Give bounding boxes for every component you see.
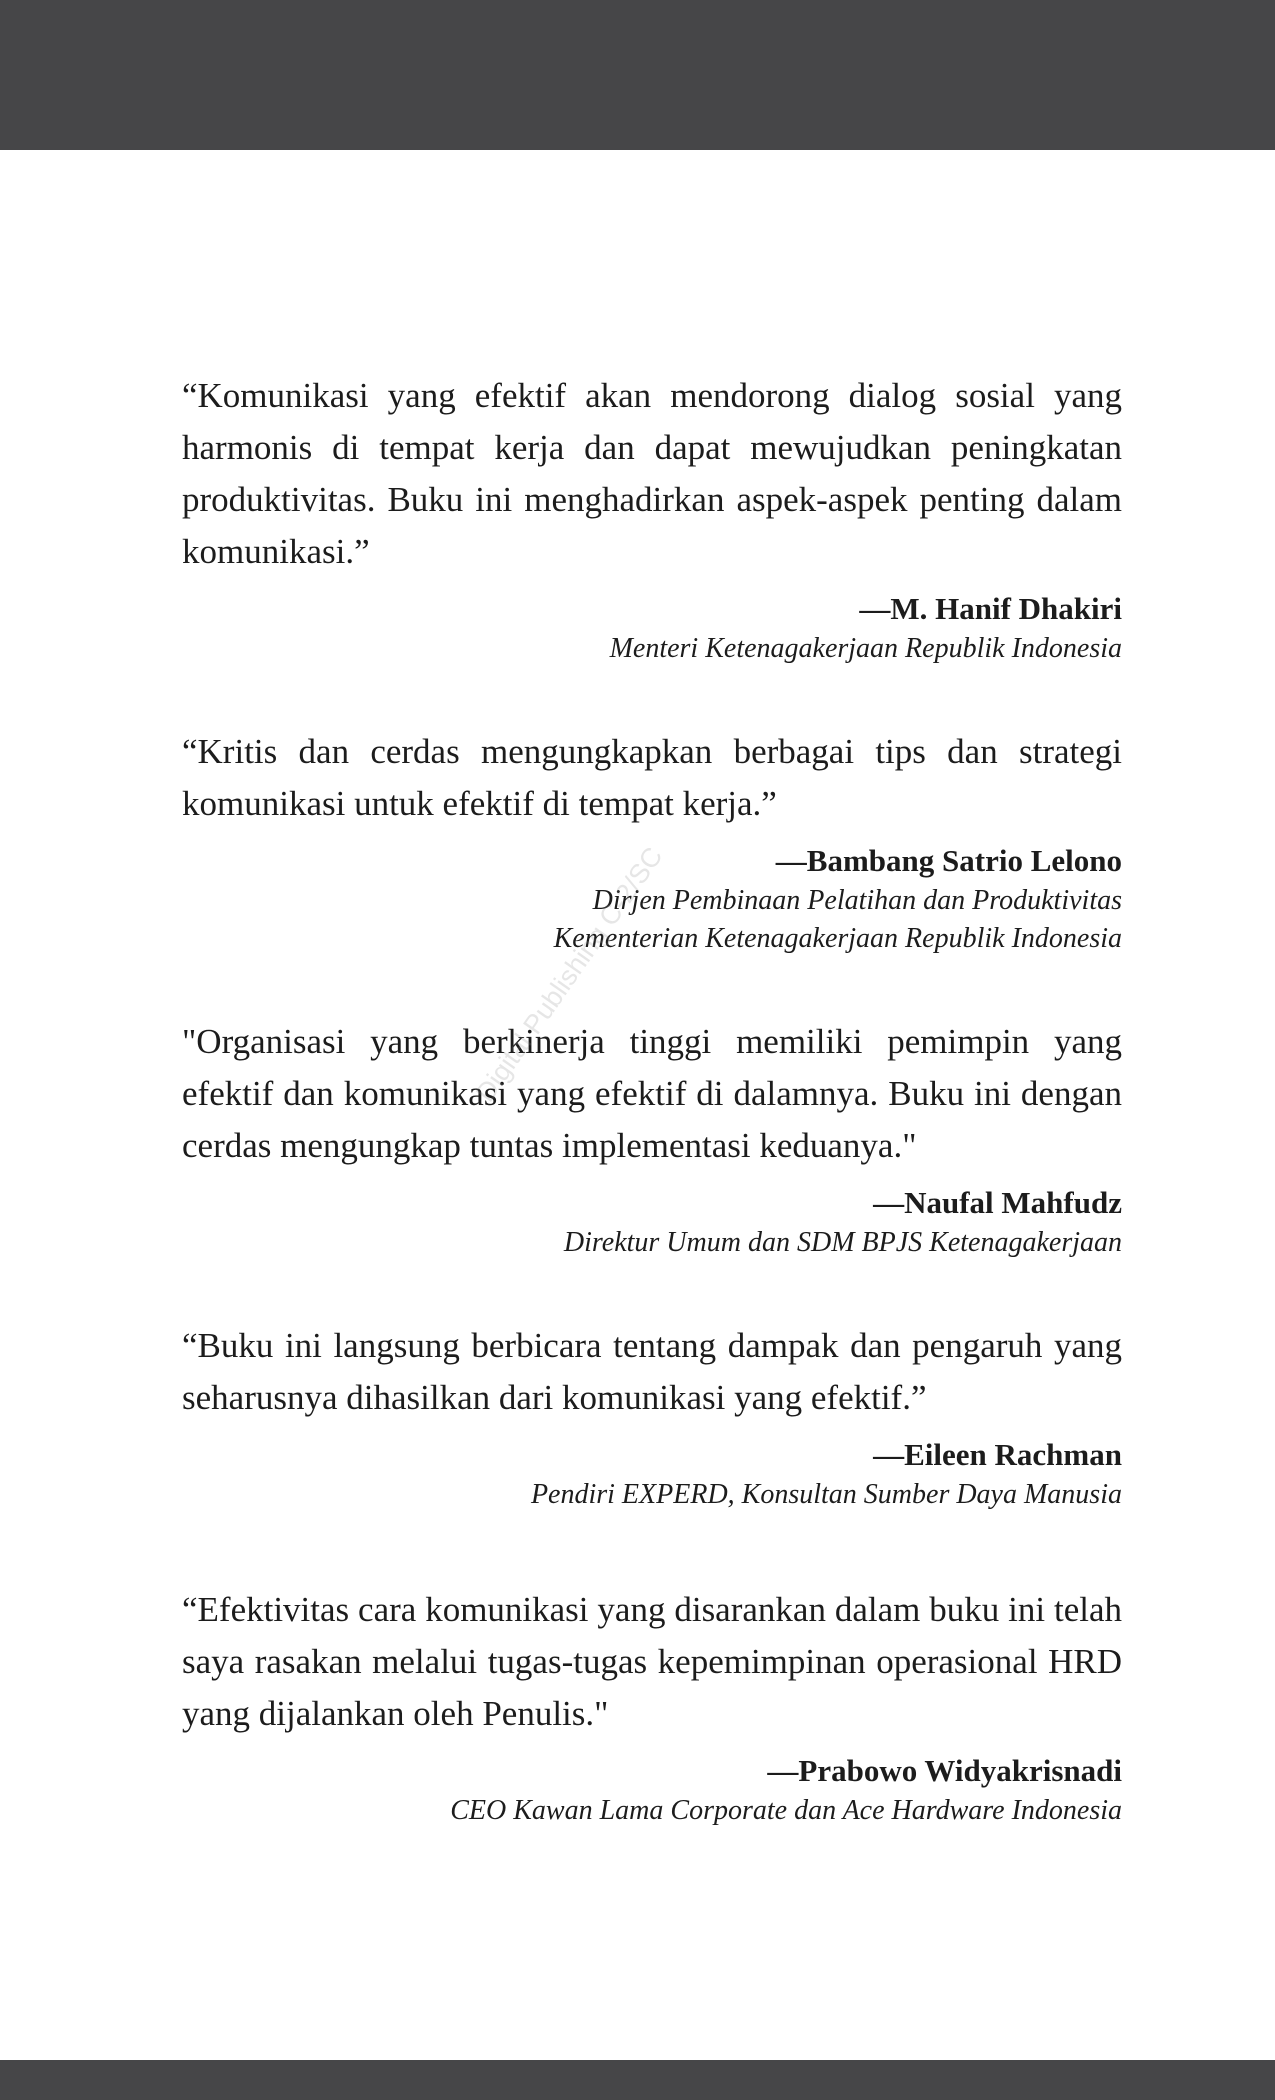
role-line: CEO Kawan Lama Corporate dan Ace Hardware Indonesia: [450, 1795, 1122, 1826]
endorsement-attribution: [182, 840, 1122, 958]
viewer-top-bar: [0, 0, 1275, 150]
role-line: Menteri Ketenagakerjaan Republik Indonesia: [609, 633, 1122, 664]
endorsement-author: —Naufal Mahfudz: [873, 1185, 1122, 1220]
endorsement-role: [182, 1476, 1122, 1514]
endorsement-quote: “Efektivitas cara komunikasi yang disarankan dalam buku ini telah saya rasakan melalui tugas-tugas kepemimpinan operasional HRD yang dijalankan oleh Penulis.": [182, 1590, 1122, 1733]
endorsement-role: [182, 630, 1122, 668]
endorsement-role: [182, 882, 1122, 958]
endorsement-attribution: [182, 1182, 1122, 1262]
role-line: Dirjen Pembinaan Pelatihan dan Produktivitas: [592, 885, 1122, 916]
endorsements-list: [182, 370, 1122, 1830]
endorsement-author: —Bambang Satrio Lelono: [775, 843, 1122, 878]
endorsement-4: [182, 1320, 1122, 1514]
endorsement-3: [182, 1016, 1122, 1262]
endorsement-2: [182, 726, 1122, 958]
endorsement-role: [182, 1792, 1122, 1830]
watermark: Digital Publishing C-2/SC: [470, 841, 669, 1108]
role-line: Direktur Umum dan SDM BPJS Ketenagakerjaan: [563, 1227, 1122, 1258]
endorsement-author: —Prabowo Widyakrisnadi: [767, 1753, 1122, 1788]
role-line: Kementerian Ketenagakerjaan Republik Indonesia: [553, 923, 1122, 954]
endorsement-quote: “Kritis dan cerdas mengungkapkan berbagai tips dan strategi komunikasi untuk efektif di tempat kerja.”: [182, 732, 1122, 823]
endorsement-author: —Eileen Rachman: [873, 1437, 1122, 1472]
endorsement-attribution: [182, 1434, 1122, 1514]
endorsement-author: —M. Hanif Dhakiri: [859, 591, 1122, 626]
endorsement-role: [182, 1224, 1122, 1262]
role-line: Pendiri EXPERD, Konsultan Sumber Daya Manusia: [530, 1479, 1122, 1510]
endorsement-quote: “Komunikasi yang efektif akan mendorong dialog sosial yang harmonis di tempat kerja dan dapat mewujudkan peningkatan produktivitas. Buku ini menghadirkan aspek-aspek penting dalam komunikasi.”: [182, 376, 1122, 571]
endorsement-quote: "Organisasi yang berkinerja tinggi memiliki pemimpin yang efektif dan komunikasi yang efektif di dalamnya. Buku ini dengan cerdas mengungkap tuntas implementasi keduanya.": [182, 1022, 1122, 1165]
endorsement-1: [182, 370, 1122, 668]
book-page: [0, 150, 1275, 2060]
viewer-bottom-bar: [0, 2060, 1275, 2100]
endorsement-5: [182, 1584, 1122, 1830]
endorsement-quote: “Buku ini langsung berbicara tentang dampak dan pengaruh yang seharusnya dihasilkan dari komunikasi yang efektif.”: [182, 1326, 1122, 1417]
endorsement-attribution: [182, 1750, 1122, 1830]
endorsement-attribution: [182, 588, 1122, 668]
